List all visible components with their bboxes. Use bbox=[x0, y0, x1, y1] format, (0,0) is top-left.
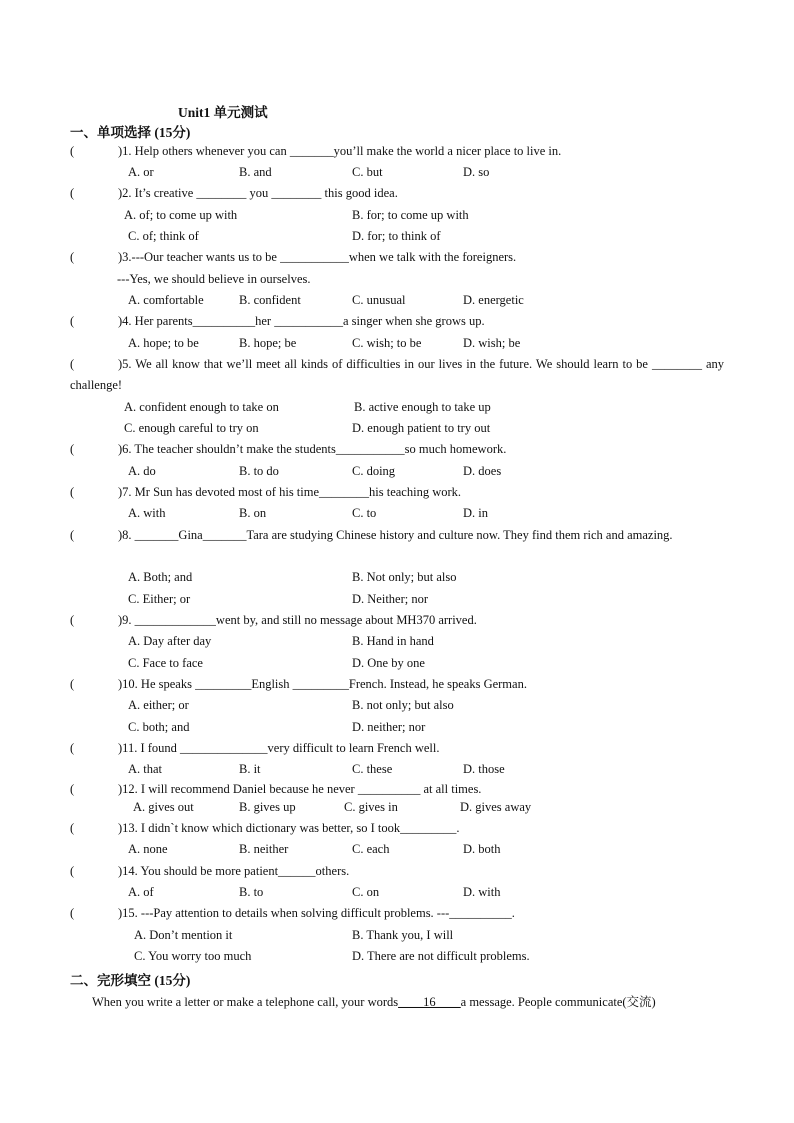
option-d: D. neither; nor bbox=[352, 720, 426, 734]
option-c: C. gives in bbox=[344, 800, 398, 814]
option-a: A. confident enough to take on bbox=[124, 400, 279, 414]
option-a: A. or bbox=[128, 165, 154, 179]
option-a: A. gives out bbox=[133, 800, 194, 814]
question-text: )8. _______Gina_______Tara are studying Chinese history and culture now. They find them rich and amazing. bbox=[118, 528, 673, 542]
options-row bbox=[0, 592, 794, 608]
question-text: )4. Her parents__________her ___________a singer when she grows up. bbox=[118, 314, 485, 328]
answer-bracket: ( bbox=[70, 821, 75, 835]
option-c: C. each bbox=[352, 842, 390, 856]
options-row bbox=[0, 698, 794, 714]
options-row bbox=[0, 842, 794, 858]
option-d: D. There are not difficult problems. bbox=[352, 949, 530, 963]
option-c: C. to bbox=[352, 506, 377, 520]
answer-bracket: ( bbox=[70, 677, 75, 691]
option-c: C. on bbox=[352, 885, 380, 899]
question-5 bbox=[70, 354, 724, 396]
option-c: C. of; think of bbox=[128, 229, 199, 243]
question-text: )12. I will recommend Daniel because he never __________ at all times. bbox=[118, 782, 482, 796]
question-text: )14. You should be more patient______others. bbox=[118, 864, 350, 878]
question-text: )2. It’s creative ________ you ________ this good idea. bbox=[118, 186, 398, 200]
options-row bbox=[0, 634, 794, 650]
option-c: C. both; and bbox=[128, 720, 190, 734]
question-text: )9. _____________went by, and still no message about MH370 arrived. bbox=[118, 613, 477, 627]
options-row bbox=[0, 293, 794, 309]
option-c: C. doing bbox=[352, 464, 396, 478]
option-d: D. does bbox=[463, 464, 502, 478]
section-heading-cloze: 二、完形填空 (15分) bbox=[70, 973, 191, 988]
option-d: D. both bbox=[463, 842, 501, 856]
options-row bbox=[0, 165, 794, 181]
option-b: B. on bbox=[239, 506, 267, 520]
option-a: A. hope; to be bbox=[128, 336, 199, 350]
option-c: C. but bbox=[352, 165, 383, 179]
answer-bracket: ( bbox=[70, 782, 75, 796]
option-c: C. unusual bbox=[352, 293, 406, 307]
question-1 bbox=[70, 144, 724, 159]
option-c: C. wish; to be bbox=[352, 336, 422, 350]
passage-text: When you write a letter or make a telephone call, your words bbox=[92, 995, 399, 1009]
question-11 bbox=[70, 741, 724, 756]
question-2 bbox=[70, 186, 724, 201]
answer-bracket: ( bbox=[70, 741, 75, 755]
option-b: B. Not only; but also bbox=[352, 570, 457, 584]
option-b: B. confident bbox=[239, 293, 301, 307]
options-row bbox=[0, 208, 794, 224]
option-d: D. Neither; nor bbox=[352, 592, 429, 606]
options-row bbox=[0, 229, 794, 245]
option-b: B. active enough to take up bbox=[354, 400, 491, 414]
option-c: C. enough careful to try on bbox=[124, 421, 259, 435]
options-row bbox=[0, 928, 794, 944]
option-d: D. in bbox=[463, 506, 488, 520]
option-b: B. Thank you, I will bbox=[352, 928, 454, 942]
question-text: )11. I found ______________very difficult to learn French well. bbox=[118, 741, 440, 755]
option-c: C. Face to face bbox=[128, 656, 203, 670]
options-row bbox=[0, 885, 794, 901]
options-row bbox=[0, 421, 794, 437]
answer-bracket: ( bbox=[70, 250, 75, 264]
question-text: )5. We all know that we’ll meet all kinds of difficulties in our lives in the future. We should learn to be ________ any challenge! bbox=[70, 357, 724, 392]
option-a: A. Don’t mention it bbox=[134, 928, 233, 942]
option-c: C. You worry too much bbox=[134, 949, 252, 963]
question-text: )13. I didn`t know which dictionary was better, so I took_________. bbox=[118, 821, 460, 835]
answer-bracket: ( bbox=[70, 613, 75, 627]
answer-bracket: ( bbox=[70, 186, 75, 200]
answer-bracket: ( bbox=[70, 864, 75, 878]
option-d: D. energetic bbox=[463, 293, 524, 307]
answer-bracket: ( bbox=[70, 485, 75, 499]
option-a: A. that bbox=[128, 762, 163, 776]
option-b: B. not only; but also bbox=[352, 698, 454, 712]
question-7 bbox=[70, 485, 724, 500]
option-b: B. Hand in hand bbox=[352, 634, 434, 648]
option-a: A. comfortable bbox=[128, 293, 204, 307]
question-text: )1. Help others whenever you can _______you’ll make the world a nicer place to live in. bbox=[118, 144, 562, 158]
option-a: A. none bbox=[128, 842, 168, 856]
question-6 bbox=[70, 442, 724, 457]
question-text: )7. Mr Sun has devoted most of his time________his teaching work. bbox=[118, 485, 462, 499]
question-text: )10. He speaks _________English _________French. Instead, he speaks German. bbox=[118, 677, 527, 691]
question-9 bbox=[70, 613, 724, 628]
option-b: B. to bbox=[239, 885, 264, 899]
answer-bracket: ( bbox=[70, 314, 75, 328]
option-d: D. with bbox=[463, 885, 501, 899]
question-3 bbox=[70, 250, 724, 265]
options-row bbox=[0, 506, 794, 522]
option-d: D. so bbox=[463, 165, 490, 179]
answer-bracket: ( bbox=[70, 906, 75, 920]
options-row bbox=[0, 570, 794, 586]
option-c: C. these bbox=[352, 762, 393, 776]
option-b: B. for; to come up with bbox=[352, 208, 469, 222]
question-10 bbox=[70, 677, 724, 692]
option-b: B. gives up bbox=[239, 800, 296, 814]
option-d: D. for; to think of bbox=[352, 229, 441, 243]
option-d: D. enough patient to try out bbox=[352, 421, 491, 435]
option-c: C. Either; or bbox=[128, 592, 191, 606]
question-text: )15. ---Pay attention to details when solving difficult problems. ---__________. bbox=[118, 906, 515, 920]
option-a: A. Day after day bbox=[128, 634, 212, 648]
options-row bbox=[0, 336, 794, 352]
question-text: )6. The teacher shouldn’t make the students___________so much homework. bbox=[118, 442, 507, 456]
passage-text: a message. People communicate(交流) bbox=[460, 995, 656, 1009]
option-d: D. those bbox=[463, 762, 505, 776]
question-8 bbox=[70, 525, 724, 546]
question-14 bbox=[70, 864, 724, 879]
answer-bracket: ( bbox=[70, 144, 75, 158]
option-d: D. One by one bbox=[352, 656, 425, 670]
question-3-reply: ---Yes, we should believe in ourselves. bbox=[117, 272, 311, 286]
blank-16: ____16____ bbox=[398, 995, 461, 1009]
options-row bbox=[0, 720, 794, 736]
option-d: D. wish; be bbox=[463, 336, 521, 350]
option-a: A. with bbox=[128, 506, 166, 520]
options-row bbox=[0, 800, 794, 816]
question-13 bbox=[70, 821, 724, 836]
options-row bbox=[0, 949, 794, 965]
answer-bracket: ( bbox=[70, 442, 75, 456]
section-heading-multiple-choice: 一、单项选择 (15分) bbox=[70, 125, 191, 140]
option-b: B. it bbox=[239, 762, 261, 776]
option-a: A. of bbox=[128, 885, 154, 899]
option-a: A. either; or bbox=[128, 698, 189, 712]
question-text: )3.---Our teacher wants us to be ___________when we talk with the foreigners. bbox=[118, 250, 517, 264]
option-b: B. and bbox=[239, 165, 272, 179]
option-a: A. Both; and bbox=[128, 570, 193, 584]
answer-bracket: ( bbox=[70, 357, 75, 371]
option-a: A. do bbox=[128, 464, 156, 478]
question-4 bbox=[70, 314, 724, 329]
options-row bbox=[0, 400, 794, 416]
option-b: B. hope; be bbox=[239, 336, 297, 350]
answer-bracket: ( bbox=[70, 528, 75, 542]
option-a: A. of; to come up with bbox=[124, 208, 238, 222]
option-b: B. to do bbox=[239, 464, 279, 478]
options-row bbox=[0, 464, 794, 480]
cloze-passage bbox=[70, 992, 724, 1010]
option-d: D. gives away bbox=[460, 800, 532, 814]
options-row bbox=[0, 656, 794, 672]
question-12 bbox=[70, 782, 724, 797]
options-row bbox=[0, 762, 794, 778]
question-15 bbox=[70, 906, 724, 921]
option-b: B. neither bbox=[239, 842, 289, 856]
page-title: Unit1 单元测试 bbox=[178, 105, 268, 120]
